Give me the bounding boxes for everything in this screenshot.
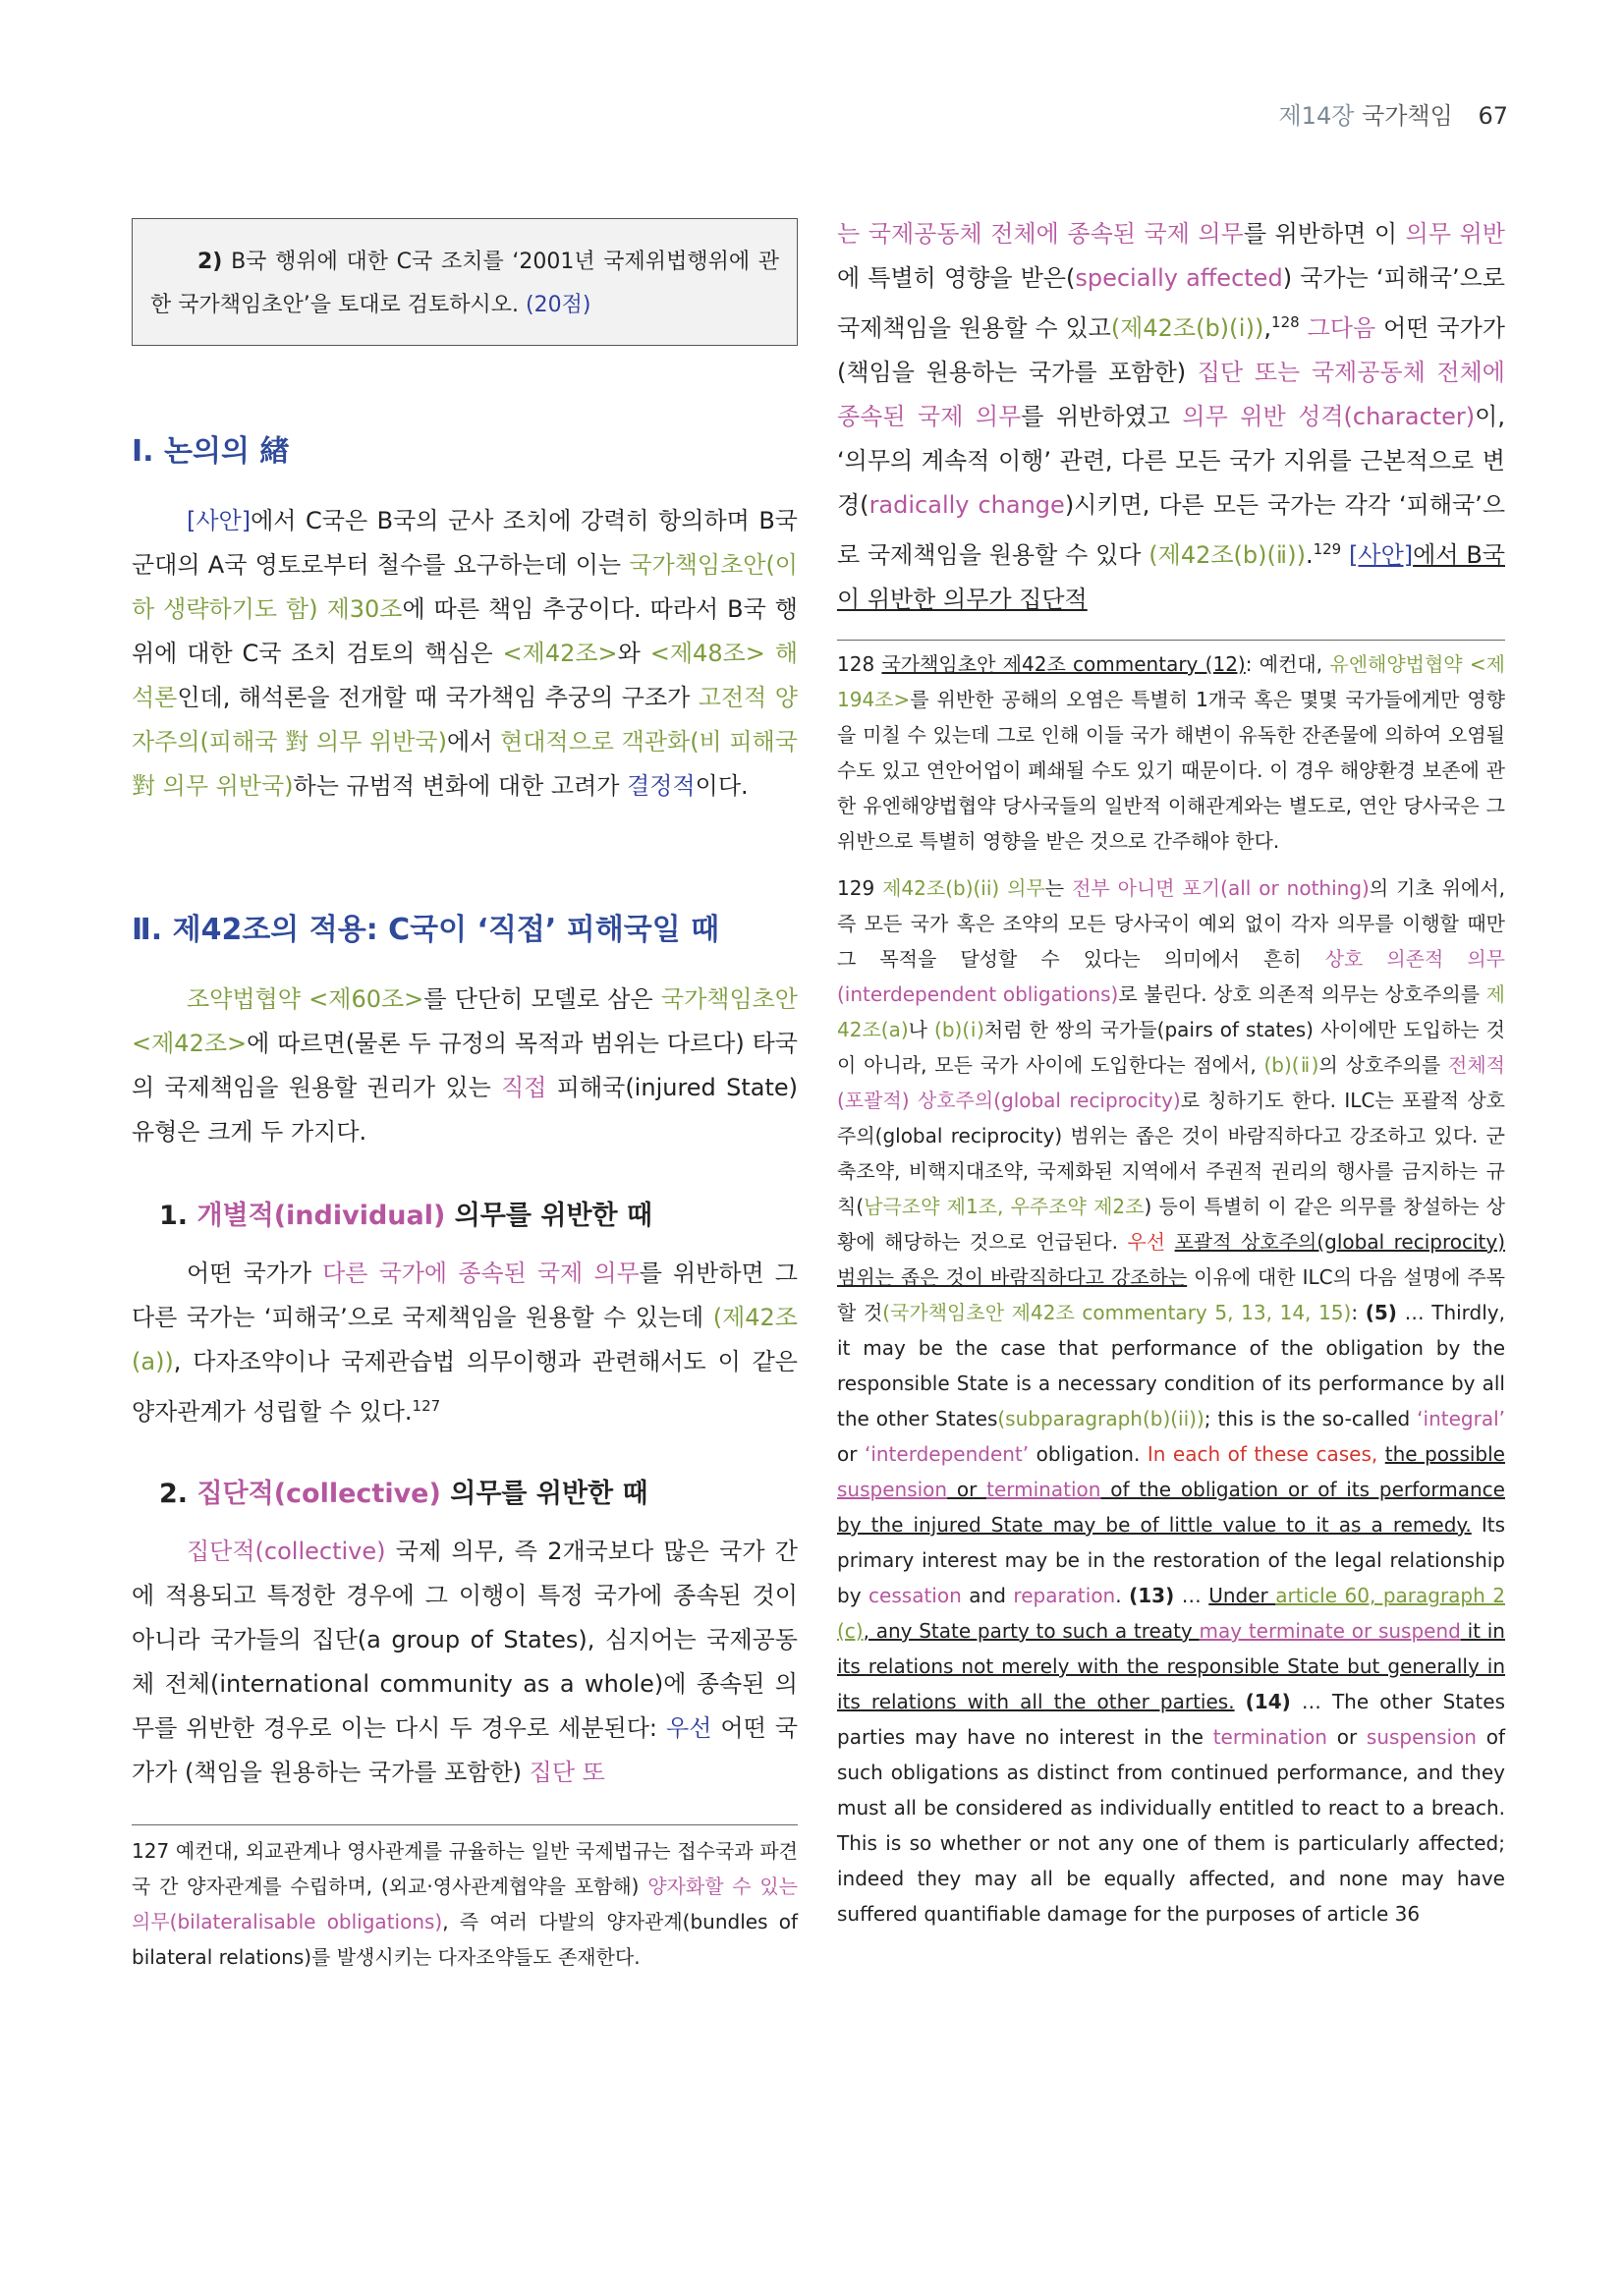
text-fragment: [사안] <box>1349 541 1414 569</box>
text-fragment: . <box>1305 541 1314 569</box>
footnote-127 <box>132 1833 798 1975</box>
text-fragment: 이, ‘의무의 계속적 이행’ 관련, 다른 모든 국가 지위를 근본적으로 변경( <box>837 403 1505 519</box>
text-fragment: (13) <box>1129 1584 1175 1607</box>
text-fragment: (5) <box>1365 1301 1397 1324</box>
text-fragment: … <box>1174 1584 1209 1607</box>
right-continuation-paragraph <box>837 212 1505 622</box>
text-fragment: , any State party to such a treaty <box>863 1619 1200 1643</box>
subsection-title: 의무를 위반한 때 <box>440 1479 648 1509</box>
footnote-divider <box>132 1824 798 1825</box>
text-fragment: 현대적으로 객관화(비 피해국 對 의무 위반국) <box>132 728 798 800</box>
text-fragment: cessation <box>868 1584 962 1607</box>
text-fragment: 에 따르면(물론 두 규정의 목적과 범위는 다르다) 타국의 국제책임을 원용할 권리가 있는 <box>132 1030 798 1101</box>
text-fragment: or <box>837 1442 865 1466</box>
running-header <box>1279 96 1509 131</box>
text-fragment: 에 따른 책임 추궁이다. 따라서 B국 행위에 대한 C국 조치 검토의 핵심은 <box>132 595 798 667</box>
text-fragment: reparation <box>1013 1584 1116 1607</box>
text-fragment: or <box>1327 1725 1367 1749</box>
text-fragment: 집단 또 <box>529 1759 605 1786</box>
text-fragment: 양자화할 수 있는 의무(bilateralisable obligations) <box>132 1875 798 1933</box>
text-fragment: )시키면, 다른 모든 국가는 각각 ‘피해국’으로 국제책임을 원용할 수 있다 <box>837 491 1505 569</box>
text-fragment: 전체적(포괄적) 상호주의(global reciprocity) <box>837 1053 1506 1112</box>
text-fragment: 이다. <box>695 772 749 800</box>
text-fragment: (제42조(b)(ⅰ)) <box>1110 314 1264 342</box>
subsection-keyword: 집단적(collective) <box>196 1479 441 1509</box>
text-fragment: 에서 <box>446 728 501 756</box>
text-fragment: 포괄적 상호주의(global reciprocity) 범위는 좁은 것이 바람직하다고 강조하는 <box>837 1230 1506 1289</box>
section-2-heading: Ⅱ. 제42조의 적용: C국이 ‘직접’ 피해국일 때 <box>132 913 720 947</box>
text-fragment: obligation. <box>1029 1442 1148 1466</box>
page-number: 67 <box>1478 102 1508 130</box>
text-fragment: it in its relations not merely with the responsible State but generally in its relations with all the other parties. <box>837 1619 1505 1713</box>
text-fragment: termination <box>1212 1725 1327 1749</box>
text-fragment: 나 <box>908 1018 935 1041</box>
text-fragment: 우선 <box>1127 1230 1166 1254</box>
text-fragment: 와 <box>617 640 650 667</box>
text-fragment: 집단 또는 국제공동체 전체에 종속된 국제 의무 <box>837 359 1505 430</box>
text-fragment: 국제 의무, 즉 2개국보다 많은 국가 간에 적용되고 특정한 경우에 그 이행이 특정 국가에 종속된 것이 아니라 국가들의 집단(a group of States), 심지어는 국제공동체 전체(international community as a whole)에 종속된 의무를 위반한 경우로 이는 다시 두 경우로 세분된다: <box>132 1538 798 1742</box>
text-fragment: 고전적 양자주의(피해국 對 의무 위반국) <box>132 684 798 756</box>
footnote-ref-129[interactable]: 129 <box>1313 540 1342 558</box>
left-column <box>132 212 798 1975</box>
text-fragment: 를 위반한 공해의 오염은 특별히 1개국 혹은 몇몇 국가들에게만 영향을 미칠 수 있는데 그로 인해 이들 국가 해변이 유독한 잔존물에 의하여 오염될 수도 있고 연안어업이 폐쇄될 수도 있기 때문이다. 이 경우 해양환경 보존에 관한 유엔해양법협약 당사국들의 일반적 이해관계와는 별도로, 연안 당사국은 그 위반으로 특별히 영향을 받은 것으로 간주해야 한다. <box>837 688 1505 853</box>
text-fragment: (subparagraph(b)(ii)) <box>997 1407 1204 1430</box>
text-fragment: 에서 B국이 위반한 의무가 집단적 <box>837 541 1505 613</box>
text-fragment: (제42조(a)) <box>132 1304 798 1375</box>
text-fragment: 처럼 한 쌍의 국가들(pairs of states) 사이에만 도입하는 것이 아니라, 모든 국가 사이에 도입한다는 점에서, <box>837 1018 1505 1077</box>
text-fragment: 이유에 대한 ILC의 다음 설명에 주목할 것 <box>837 1265 1506 1324</box>
text-fragment: 의무 위반 성격(character) <box>1182 403 1476 430</box>
footnote-128 <box>837 646 1505 859</box>
text-fragment: . <box>1115 1584 1130 1607</box>
text-fragment <box>1377 1442 1385 1466</box>
text-fragment: 로 칭하기도 한다. ILC는 포괄적 상호주의(global reciprocity) 범위는 좁은 것이 바람직하다고 강조하고 있다. 군축조약, 비핵지대조약, 국제화된 지역에서 주권적 권리의 행사를 금지하는 규칙( <box>837 1089 1505 1218</box>
text-fragment: 의 기초 위에서, 즉 모든 국가 혹은 조약의 모든 당사국이 예외 없이 각자 의무를 이행할 때만 그 목적을 달성할 수 있다는 의미에서 흔히 <box>837 876 1505 971</box>
text-fragment: 로 불린다. 상호 의존적 의무는 상호주의를 <box>1118 982 1486 1006</box>
section-1-paragraph <box>132 499 798 809</box>
text-fragment: 조약법협약 <제60조> <box>187 985 424 1013</box>
footnote-number: 127 <box>132 1839 170 1863</box>
text-fragment: (14) <box>1245 1690 1291 1713</box>
text-fragment: article 60, paragraph 2 (c) <box>837 1584 1506 1643</box>
text-fragment: 제42조(a) <box>837 982 1505 1041</box>
text-fragment: ‘integral’ <box>1417 1407 1505 1430</box>
text-fragment: ‘interdependent’ <box>864 1442 1030 1466</box>
text-fragment: suspension <box>1366 1725 1477 1749</box>
text-fragment: 에서 C국은 B국의 군사 조치에 강력히 항의하며 B국 군대의 A국 영토로부터 철수를 요구하는데 이는 <box>132 507 798 579</box>
text-fragment: 어떤 국가가 (책임을 원용하는 국가를 포함한) <box>837 314 1505 386</box>
text-fragment: 는 <box>1044 876 1073 900</box>
text-fragment: 직접 <box>501 1074 547 1101</box>
text-fragment: 피해국(injured State) 유형은 크게 두 가지다. <box>132 1074 798 1146</box>
text-fragment: Its primary interest may be in the restoration of the legal relationship by <box>837 1513 1505 1607</box>
subsection-keyword: 개별적(individual) <box>196 1201 446 1231</box>
footnote-divider <box>837 640 1505 641</box>
text-fragment: of such obligations as distinct from continued performance, and they must all be considered as individually entitled to react to a breach. This is so whether or not any one of them is particularly affected; indeed they may all be equally affected, and none may have suffered quantifiable damage for the purposes of article 36 <box>837 1725 1505 1926</box>
text-fragment: 유엔해양법협약 <제194조> <box>837 652 1505 711</box>
text-fragment: 국가책임초안 제42조 commentary (12) <box>881 652 1246 676</box>
text-fragment: of the obligation or of its performance by the injured State may be of little value to it as a remedy. <box>837 1478 1505 1537</box>
text-fragment: 그다음 <box>1307 314 1376 342</box>
text-fragment: 집단적(collective) <box>187 1538 386 1565</box>
text-fragment: radically change <box>868 491 1065 519</box>
text-fragment: 남극조약 제1조, 우주조약 제2조 <box>864 1195 1145 1218</box>
text-fragment: (제42조(b)(ⅱ)) <box>1148 541 1306 569</box>
text-fragment: 를 위반하면 이 <box>1243 220 1406 248</box>
text-fragment: (b)(ⅱ) <box>1263 1053 1319 1077</box>
text-fragment: 결정적 <box>627 772 696 800</box>
text-fragment: and <box>961 1584 1014 1607</box>
text-fragment: 의 상호주의를 <box>1318 1053 1449 1077</box>
text-fragment: 하는 규범적 변화에 대한 고려가 <box>293 772 628 800</box>
subsection-1-paragraph <box>132 1252 798 1434</box>
chapter-title: 국가책임 <box>1362 102 1453 130</box>
text-fragment: In each of these cases, <box>1147 1442 1378 1466</box>
text-fragment: 를 위반하였고 <box>1021 403 1183 430</box>
text-fragment: termination <box>986 1478 1101 1501</box>
right-column <box>837 212 1505 1932</box>
text-fragment: 제42조(b)(ii) 의무 <box>882 876 1045 900</box>
footnote-number: 128 <box>837 652 882 676</box>
text-fragment: 인데, 해석론을 전개할 때 국가책임 추궁의 구조가 <box>177 684 699 711</box>
text-fragment <box>1341 541 1349 569</box>
text-fragment: (국가책임초안 제42조 commentary 5, 13, 14, 15) <box>882 1301 1352 1324</box>
question-number: 2) <box>197 250 223 274</box>
text-fragment: specially affected <box>1075 264 1283 292</box>
text-fragment: the possible <box>1384 1442 1505 1466</box>
text-fragment: 전부 아니면 포기(all or nothing) <box>1072 876 1370 900</box>
footnote-number: 129 <box>837 876 883 900</box>
subsection-title: 의무를 위반한 때 <box>445 1201 653 1231</box>
text-fragment: 예컨대, 외교관계나 영사관계를 규율하는 일반 국제법규는 접수국과 파견국 간 양자관계를 수립하며, (외교·영사관계협약을 포함해) <box>132 1839 798 1898</box>
text-fragment <box>1235 1690 1246 1713</box>
subsection-2-paragraph <box>132 1530 798 1795</box>
text-fragment: … Thirdly, it may be the case that performance of the obligation by the responsible State is a necessary condition of its performance by all the other States <box>837 1301 1505 1430</box>
text-fragment: , 다자조약이나 국제관습법 의무이행과 관련해서도 이 같은 양자관계가 성립할 수 있다. <box>132 1348 798 1426</box>
question-text: B국 행위에 대한 C국 조치를 ‘2001년 국제위법행위에 관한 국가책임초안’을 토대로 검토하시오. <box>150 250 779 317</box>
text-fragment: , 즉 여러 다발의 양자관계(bundles of bilateral relations)를 발생시키는 다자조약들도 존재한다. <box>132 1910 798 1969</box>
text-fragment: ; this is the so-called <box>1204 1407 1418 1430</box>
section-2-paragraph <box>132 978 798 1154</box>
text-fragment: 어떤 국가가 (책임을 원용하는 국가를 포함한) <box>132 1714 799 1786</box>
text-fragment: Under <box>1208 1584 1276 1607</box>
text-fragment: 는 국제공동체 전체에 종속된 국제 의무 <box>837 220 1244 248</box>
subsection-number: 1. <box>159 1201 189 1231</box>
subsection-2-heading <box>132 1472 798 1510</box>
text-fragment: <제42조> <box>502 640 618 667</box>
footnote-ref-128[interactable]: 128 <box>1271 313 1300 331</box>
text-fragment: : <box>1351 1301 1366 1324</box>
text-fragment: 다른 국가에 종속된 국제 의무 <box>322 1260 640 1287</box>
text-fragment: (b)(ⅰ) <box>934 1018 984 1041</box>
text-fragment: may terminate or suspend <box>1199 1619 1461 1643</box>
text-fragment: [사안] <box>187 507 252 534</box>
footnote-ref-127[interactable]: 127 <box>412 1397 441 1415</box>
text-fragment: 를 위반하면 그 다른 국가는 ‘피해국’으로 국제책임을 원용할 수 있는데 <box>132 1260 798 1331</box>
text-fragment: 의무 위반 <box>1405 220 1505 248</box>
subsection-1-heading <box>132 1194 798 1232</box>
text-fragment <box>1300 314 1308 342</box>
text-fragment: 국가책임초안(이하 생략하기도 함) 제30조 <box>132 551 798 623</box>
text-fragment: … The other States parties may have no interest in the <box>837 1690 1505 1749</box>
chapter-number: 제14장 <box>1278 102 1355 130</box>
text-fragment: suspension <box>837 1478 948 1501</box>
text-fragment: , <box>1263 314 1272 342</box>
text-fragment: ) 국가는 ‘피해국’으로 국제책임을 원용할 수 있고 <box>837 264 1505 342</box>
text-fragment <box>765 640 775 667</box>
question-points: (20점) <box>526 293 591 317</box>
text-fragment: 국가책임초안 <제42조> <box>132 985 798 1057</box>
text-fragment: 우선 <box>666 1714 712 1742</box>
text-fragment: : 예컨대, <box>1245 652 1330 676</box>
question-box <box>132 218 798 346</box>
footnote-129 <box>837 870 1505 1932</box>
text-fragment: ) 등이 특별히 이 같은 의무를 창설하는 상황에 해당하는 것으로 언급된다. <box>837 1195 1505 1254</box>
text-fragment: <제48조> <box>649 640 765 667</box>
subsection-number: 2. <box>159 1479 189 1509</box>
text-fragment <box>1165 1230 1175 1254</box>
text-fragment: 에 특별히 영향을 받은( <box>837 264 1076 292</box>
text-fragment: or <box>947 1478 987 1501</box>
section-1-heading: Ⅰ. 논의의 緖 <box>132 434 290 469</box>
text-fragment: 해석론 <box>132 640 798 711</box>
text-fragment: 상호 의존적 의무(interdependent obligations) <box>837 947 1505 1006</box>
text-fragment: 를 단단히 모델로 삼은 <box>423 985 661 1013</box>
text-fragment: 어떤 국가가 <box>187 1260 323 1287</box>
